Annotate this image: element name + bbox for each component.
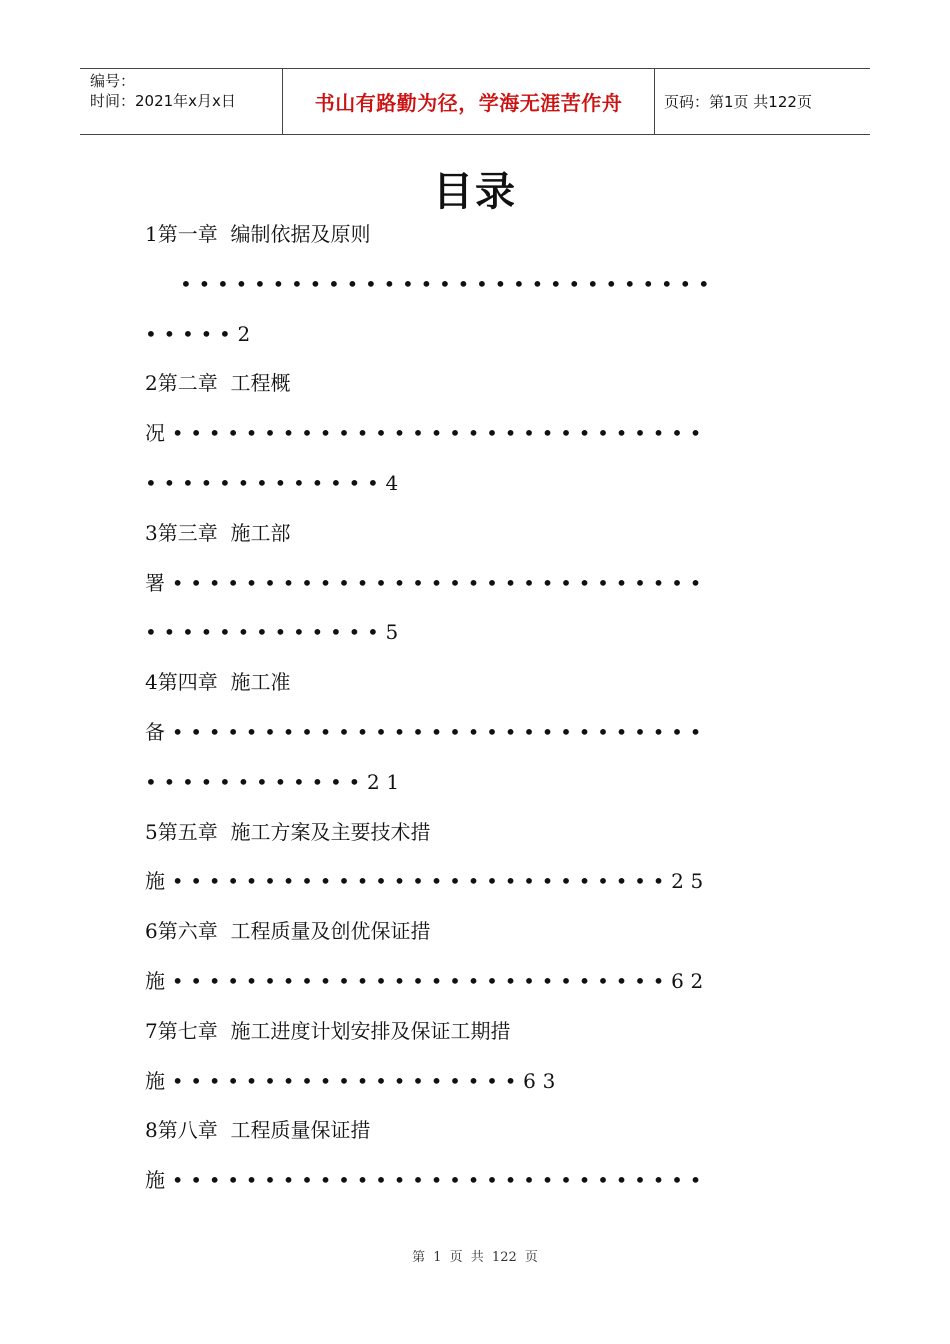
- toc-leader-line: •••••2: [145, 322, 257, 346]
- page-footer: 第 1 页 共 122 页: [412, 1250, 538, 1265]
- toc-leader-line: 施•••••••••••••••••••••••••••62: [145, 969, 710, 993]
- toc-leader-line: 施•••••••••••••••••••63: [145, 1069, 562, 1093]
- toc-heading[interactable]: 6第六章 工程质量及创优保证措: [145, 919, 431, 943]
- header-meta: [80, 69, 282, 134]
- page-title: 目录: [433, 169, 517, 215]
- document-header: [80, 68, 870, 135]
- code-label: 编号：: [90, 72, 136, 90]
- time-label: 时间：2021年x月x日: [90, 92, 236, 110]
- toc-leader-line: ••••••••••••21: [145, 770, 406, 794]
- toc-heading[interactable]: 5第五章 施工方案及主要技术措: [145, 820, 431, 844]
- toc-heading[interactable]: 7第七章 施工进度计划安排及保证工期措: [145, 1019, 511, 1043]
- toc-leader-line: 备•••••••••••••••••••••••••••••: [145, 720, 709, 744]
- header-motto: 书山有路勤为径，学海无涯苦作舟: [282, 69, 655, 134]
- toc-leader-line: 署•••••••••••••••••••••••••••••: [145, 571, 709, 595]
- toc-leader-line: 况•••••••••••••••••••••••••••••: [145, 421, 709, 445]
- toc-leader-line: •••••••••••••4: [145, 471, 405, 495]
- toc-leader-line: 施•••••••••••••••••••••••••••25: [145, 869, 710, 893]
- toc-leader-line: •••••••••••••5: [145, 620, 405, 644]
- header-page-info: 页码：第1页 共122页: [664, 93, 812, 111]
- toc-heading[interactable]: 3第三章 施工部: [145, 521, 291, 545]
- toc-heading[interactable]: 8第八章 工程质量保证措: [145, 1118, 371, 1142]
- toc-leader-line: 施•••••••••••••••••••••••••••••: [145, 1168, 709, 1192]
- toc-heading[interactable]: 2第二章 工程概: [145, 371, 291, 395]
- toc-heading[interactable]: 1第一章 编制依据及原则: [145, 222, 371, 246]
- toc-heading[interactable]: 4第四章 施工准: [145, 670, 291, 694]
- toc-leader-line: •••••••••••••••••••••••••••••: [180, 272, 717, 296]
